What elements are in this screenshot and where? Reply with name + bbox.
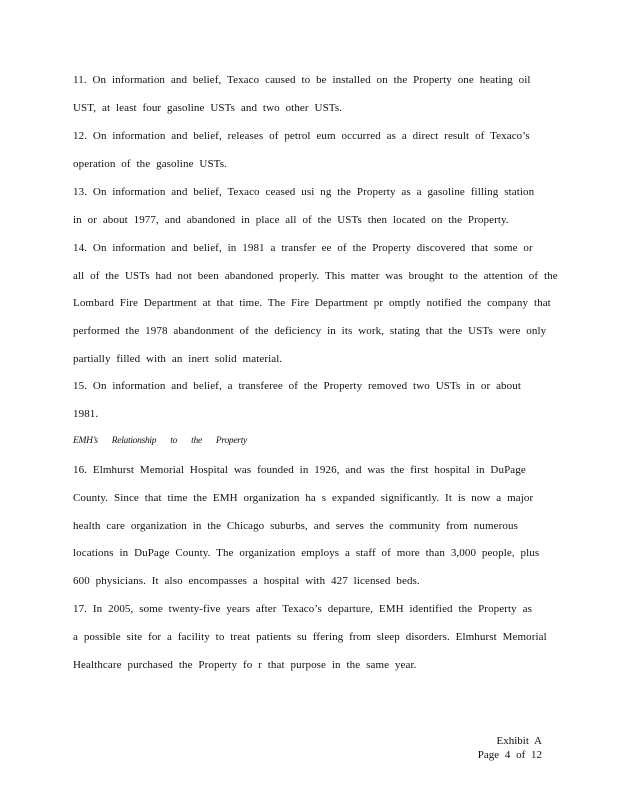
paragraph-17-line-3: Healthcare purchased the Property fo r that purpose in the same year. <box>73 659 417 671</box>
paragraph-14-line-2: all of the USTs had not been abandoned properly. This matter was brought to the attention of the <box>73 270 558 282</box>
section-heading: EMH’s Relationship to the Property <box>73 436 247 446</box>
paragraph-11-line-1: 11. On information and belief, Texaco caused to be installed on the Property one heating oil <box>73 74 531 86</box>
paragraph-11-line-2: UST, at least four gasoline USTs and two other USTs. <box>73 102 343 114</box>
paragraph-14-line-5: partially filled with an inert solid material. <box>73 353 283 365</box>
paragraph-12-line-1: 12. On information and belief, releases of petrol eum occurred as a direct result of Texaco’s <box>73 130 530 142</box>
paragraph-16-line-2: County. Since that time the EMH organization ha s expanded significantly. It is now a major <box>73 492 534 504</box>
paragraph-15-line-1: 15. On information and belief, a transferee of the Property removed two USTs in or about <box>73 380 522 392</box>
footer-page-number: Page 4 of 12 <box>477 749 542 761</box>
paragraph-17-line-2: a possible site for a facility to treat patients su ffering from sleep disorders. Elmhurst Memorial <box>73 631 547 643</box>
paragraph-17-line-1: 17. In 2005, some twenty-five years after Texaco’s departure, EMH identified the Property as <box>73 603 532 615</box>
paragraph-16-line-3: health care organization in the Chicago suburbs, and serves the community from numerous <box>73 520 518 532</box>
paragraph-14-line-4: performed the 1978 abandonment of the deficiency in its work, stating that the USTs were only <box>73 325 547 337</box>
paragraph-12-line-2: operation of the gasoline USTs. <box>73 158 227 170</box>
paragraph-13-line-1: 13. On information and belief, Texaco ceased usi ng the Property as a gasoline filling station <box>73 186 535 198</box>
paragraph-14-line-1: 14. On information and belief, in 1981 a transfer ee of the Property discovered that some or <box>73 242 533 254</box>
paragraph-15-line-2: 1981. <box>73 408 99 420</box>
paragraph-14-line-3: Lombard Fire Department at that time. The Fire Department pr omptly notified the company that <box>73 297 551 309</box>
paragraph-13-line-2: in or about 1977, and abandoned in place all of the USTs then located on the Property. <box>73 214 509 226</box>
paragraph-16-line-1: 16. Elmhurst Memorial Hospital was founded in 1926, and was the first hospital in DuPage <box>73 464 526 476</box>
paragraph-16-line-5: 600 physicians. It also encompasses a hospital with 427 licensed beds. <box>73 575 420 587</box>
paragraph-16-line-4: locations in DuPage County. The organization employs a staff of more than 3,000 people, plus <box>73 547 540 559</box>
footer-exhibit-label: Exhibit A <box>496 735 542 747</box>
